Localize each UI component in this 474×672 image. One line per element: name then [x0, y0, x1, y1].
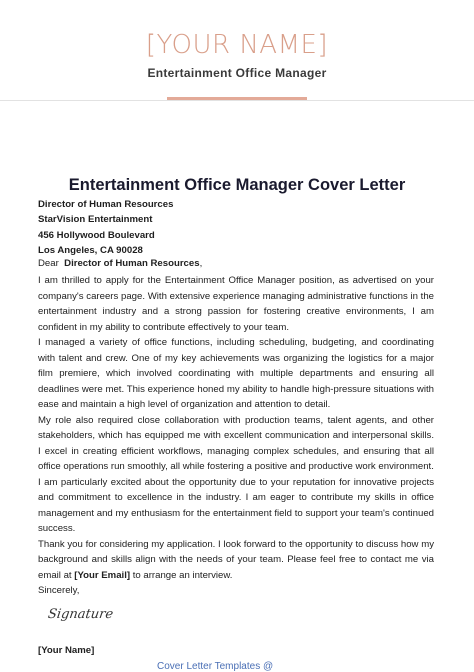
body-paragraph: I am particularly excited about the opportunity due to your reputation for innovative projects and commitment to excellence in the industry. I am eager to contribute my skills in office management and my enthusiasm for the entertainment field to support your team's continued success.: [38, 476, 434, 534]
closing-text-after: to arrange an interview.: [130, 569, 233, 581]
sender-role: Entertainment Office Manager: [147, 66, 327, 80]
closing-paragraph: [38, 537, 434, 584]
signoff: Sincerely,: [38, 585, 80, 596]
recipient-street: 456 Hollywood Boulevard: [38, 230, 155, 241]
salutation: [38, 258, 202, 269]
sender-name: [Your Name]: [38, 645, 95, 656]
body-paragraph: I managed a variety of office functions, including scheduling, budgeting, and coordinating with talent and crew. One of my key achievements was organizing the logistics for a major film premiere, which involved coordinating with multiple departments and ensuring all deadlines were met. This experience honed my ability to handle high-pressure situations with ease and maintain a high level of organization and attention to detail.: [38, 337, 434, 410]
contact-email: [Your Email]: [74, 569, 131, 581]
salutation-suffix: ,: [199, 258, 203, 269]
salutation-prefix: Dear: [38, 258, 59, 269]
body-paragraph: I am thrilled to apply for the Entertainment Office Manager position, as advertised on your company's careers page. With extensive experience managing administrative functions in the entertainment industry and a strong passion for fostering creative environments, I am confident in my ability to contribute effectively to your team.: [38, 275, 434, 333]
closing-text-before: Thank you for considering my application. I look forward to the opportunity to discuss how my background and skills align with the needs of your team. Please feel free to contact me via email at: [38, 538, 434, 581]
recipient-company: StarVision Entertainment: [38, 214, 153, 225]
letter-title: Entertainment Office Manager Cover Letter: [68, 176, 406, 194]
recipient-title: Director of Human Resources: [38, 199, 174, 210]
header-divider: [0, 100, 474, 101]
signature: Signature: [46, 607, 115, 622]
letter-body: [38, 273, 434, 599]
body-paragraph: My role also required close collaboration with production teams, talent agents, and other stakeholders, which has equipped me with excellent communication and interpersonal skills. I excel in creating efficient workflows, managing complex schedules, and ensuring that all office operations run smoothly, all while fostering a positive and productive work environment.: [38, 414, 434, 472]
salutation-name: Director of Human Resources: [64, 258, 200, 269]
sender-name-heading: [YOUR NAME]: [145, 30, 329, 60]
templates-link[interactable]: Cover Letter Templates @: [157, 661, 274, 672]
letter-header: [0, 0, 474, 100]
recipient-city: Los Angeles, CA 90028: [38, 245, 143, 256]
